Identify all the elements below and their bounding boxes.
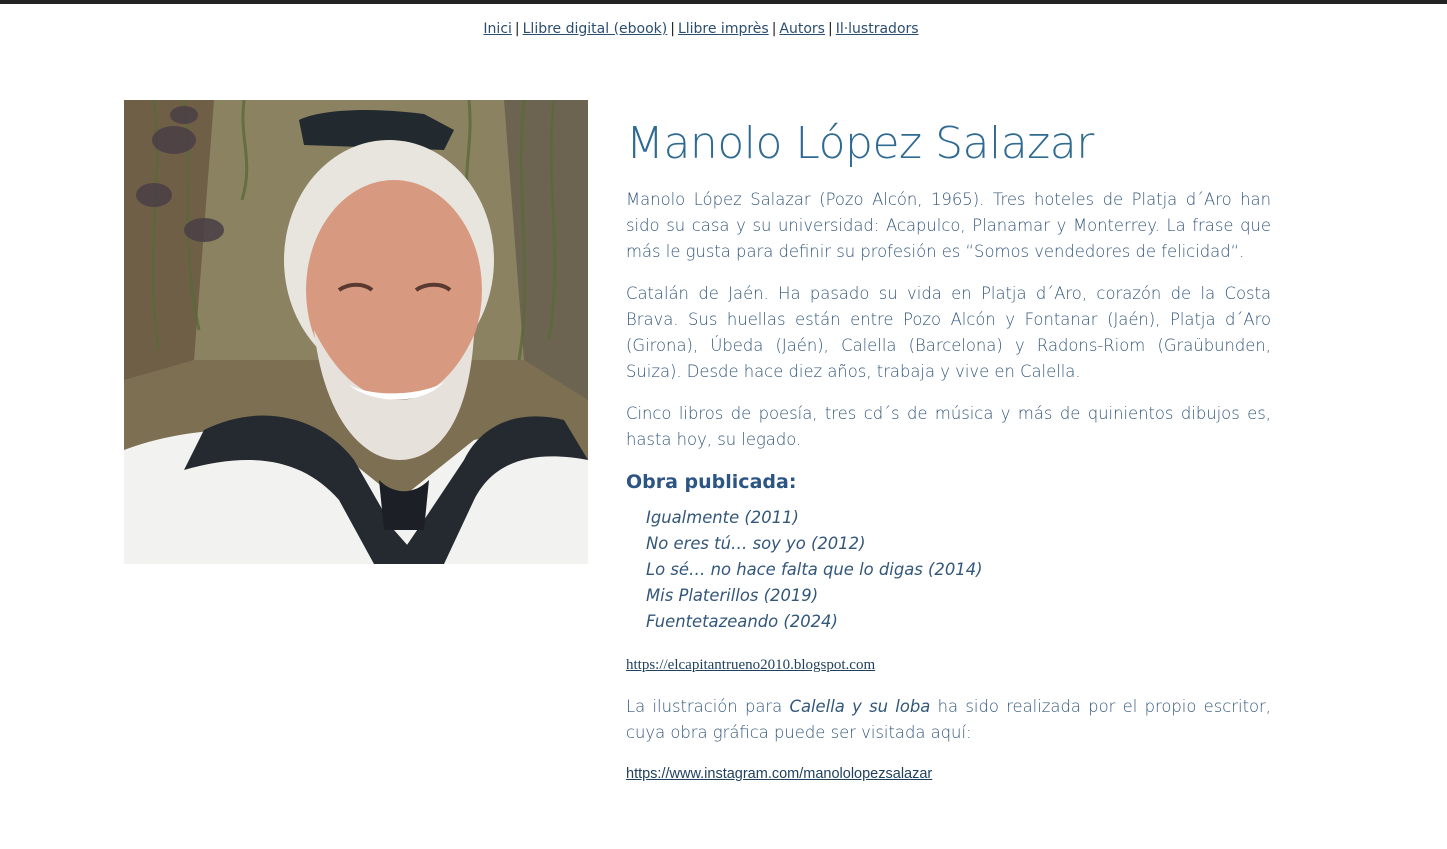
works-heading: Obra publicada: [626, 471, 797, 493]
nav-link-illustrators[interactable]: Il·lustradors [835, 21, 919, 37]
bio-paragraph-1: Manolo López Salazar (Pozo Alcón, 1965). Tres hoteles de Platja d´Aro han sido su casa y su universidad: Acapulco, Planamar y Monterrey. La frase que más le gusta para definir su profesión es “Somos vendedores de felicidad“. [626, 190, 1271, 261]
main-navigation [0, 21, 1402, 37]
illustration-paragraph [626, 694, 1271, 746]
nav-separator: | [514, 21, 520, 37]
instagram-link[interactable]: https://www.instagram.com/manololopezsalazar [626, 766, 933, 782]
nav-separator: | [827, 21, 833, 37]
page-title: Manolo López Salazar [626, 118, 1094, 169]
work-item: Mis Platerillos (2019) [646, 586, 819, 605]
top-border-bar [0, 0, 1447, 4]
nav-separator: | [670, 21, 675, 37]
illustration-text-post: ha sido realizada por el propio escritor, cuya obra gráfica puede ser visitada aquí: [626, 697, 1271, 742]
illustration-book-title: Calella y su loba [789, 697, 931, 716]
nav-link-inici[interactable]: Inici [483, 21, 512, 37]
author-bio-section [626, 118, 1271, 783]
nav-link-ebook[interactable]: Llibre digital (ebook) [522, 21, 668, 37]
works-list [646, 505, 1271, 635]
work-item: No eres tú… soy yo (2012) [646, 534, 866, 553]
illustration-text-pre: La ilustración para [626, 697, 790, 716]
work-item: Igualmente (2011) [646, 508, 799, 527]
blog-link[interactable]: https://elcapitantrueno2010.blogspot.com [626, 657, 876, 673]
work-item: Lo sé… no hace falta que lo digas (2014) [646, 560, 983, 579]
bio-paragraph-3: Cinco libros de poesía, tres cd´s de música y más de quinientos dibujos es, hasta hoy, su legado. [626, 404, 1271, 449]
author-portrait-illustration [124, 100, 588, 564]
author-photo [124, 100, 588, 564]
work-item: Fuentetazeando (2024) [646, 612, 838, 631]
nav-link-printed-book[interactable]: Llibre imprès [677, 21, 769, 37]
bio-paragraph-2: Catalán de Jaén. Ha pasado su vida en Platja d´Aro, corazón de la Costa Brava. Sus huellas están entre Pozo Alcón y Fontanar (Jaén), Platja d´Aro (Girona), Úbeda (Jaén), Calella (Barcelona) y Radons-Riom (Graübunden, Suiza). Desde hace diez años, trabaja y vive en Calella. [626, 284, 1271, 381]
nav-separator: | [771, 21, 777, 37]
nav-link-authors[interactable]: Autors [779, 21, 825, 37]
